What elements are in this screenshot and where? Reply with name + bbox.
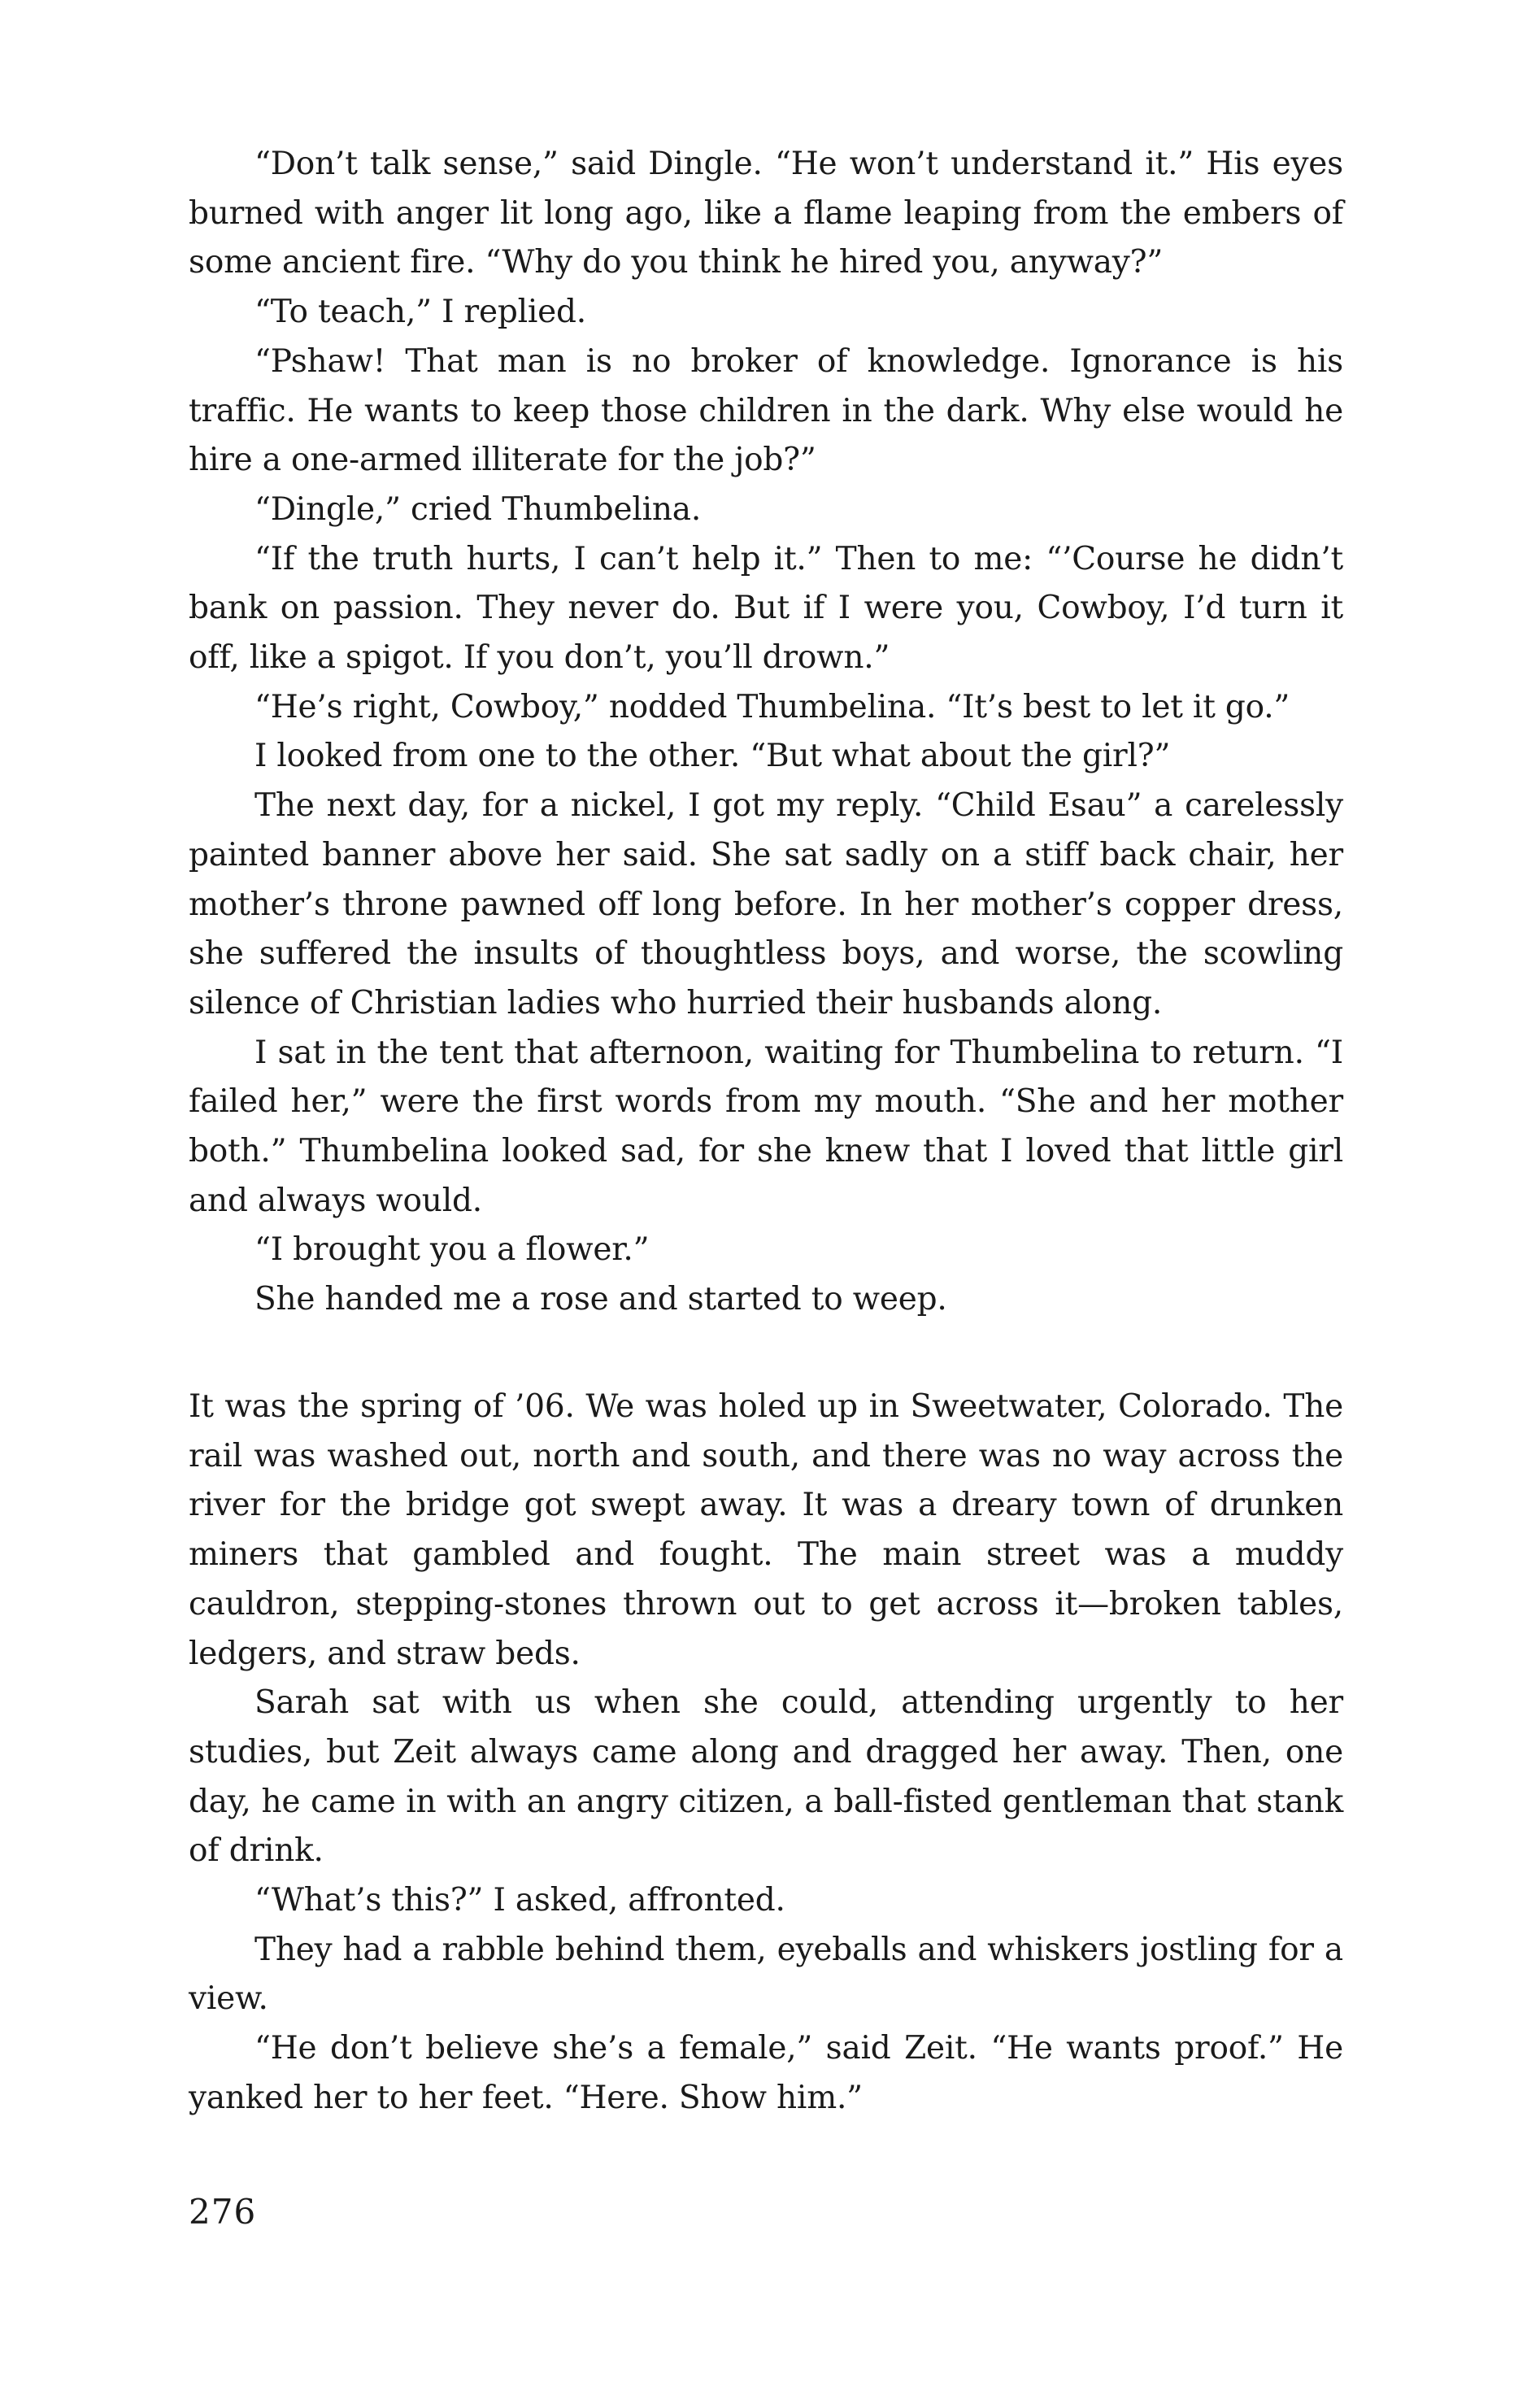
paragraph: Sarah sat with us when she could, attending urgently to her studies, but Zeit always came along and dragged her away. Then, one day, he came in with an angry citizen, a ball-fisted gentleman that stank of drink.	[189, 1684, 1343, 1870]
paragraph: “I brought you a flower.”	[254, 1231, 650, 1269]
text-section-1	[189, 140, 1343, 1325]
paragraph: “He don’t believe she’s a female,” said Zeit. “He wants proof.” He yanked her to her feet. “Here. Show him.”	[189, 2030, 1343, 2116]
paragraph: The next day, for a nickel, I got my reply. “Child Esau” a carelessly painted banner above her said. She sat sadly on a stiff back chair, her mother’s throne pawned off long before. In her mother’s copper dress, she suffered the insults of thoughtless boys, and worse, the scowling silence of Christian ladies who hurried their husbands along.	[189, 787, 1343, 1021]
paragraph: “He’s right, Cowboy,” nodded Thumbelina. “It’s best to let it go.”	[254, 688, 1290, 725]
page-number: 276	[189, 2192, 257, 2232]
section-opening-paragraph: It was the spring of ’06. We was holed up in Sweetwater, Colorado. The rail was washed out, north and south, and there was no way across the river for the bridge got swept away. It was a dreary town of drunken miners that gambled and fought. The main street was a muddy cauldron, stepping-stones thrown out to get across it—broken tables, ledgers, and straw beds.	[189, 1388, 1343, 1672]
text-section-2	[189, 1383, 1343, 2123]
paragraph: I sat in the tent that afternoon, waiting for Thumbelina to return. “I failed her,” were the first words from my mouth. “She and her mother both.” Thumbelina looked sad, for she knew that I loved that little girl and always would.	[189, 1034, 1343, 1219]
paragraph: “If the truth hurts, I can’t help it.” Then to me: “’Course he didn’t bank on passion. They never do. But if I were you, Cowboy, I’d turn it off, like a spigot. If you don’t, you’ll drown.”	[189, 540, 1343, 677]
paragraph: “Pshaw! That man is no broker of knowledge. Ignorance is his traffic. He wants to keep those children in the dark. Why else would he hire a one-armed illiterate for the job?”	[189, 342, 1343, 479]
paragraph: “Don’t talk sense,” said Dingle. “He won’t understand it.” His eyes burned with anger lit long ago, like a flame leaping from the embers of some ancient fire. “Why do you think he hired you, anyway?”	[189, 146, 1343, 281]
paragraph: “Dingle,” cried Thumbelina.	[254, 490, 702, 528]
paragraph: They had a rabble behind them, eyeballs and whiskers jostling for a view.	[189, 1931, 1343, 2018]
paragraph: She handed me a rose and started to weep.	[254, 1281, 947, 1318]
paragraph: “To teach,” I replied.	[254, 294, 586, 331]
paragraph: I looked from one to the other. “But what about the girl?”	[254, 738, 1171, 775]
paragraph: “What’s this?” I asked, affronted.	[254, 1882, 785, 1919]
